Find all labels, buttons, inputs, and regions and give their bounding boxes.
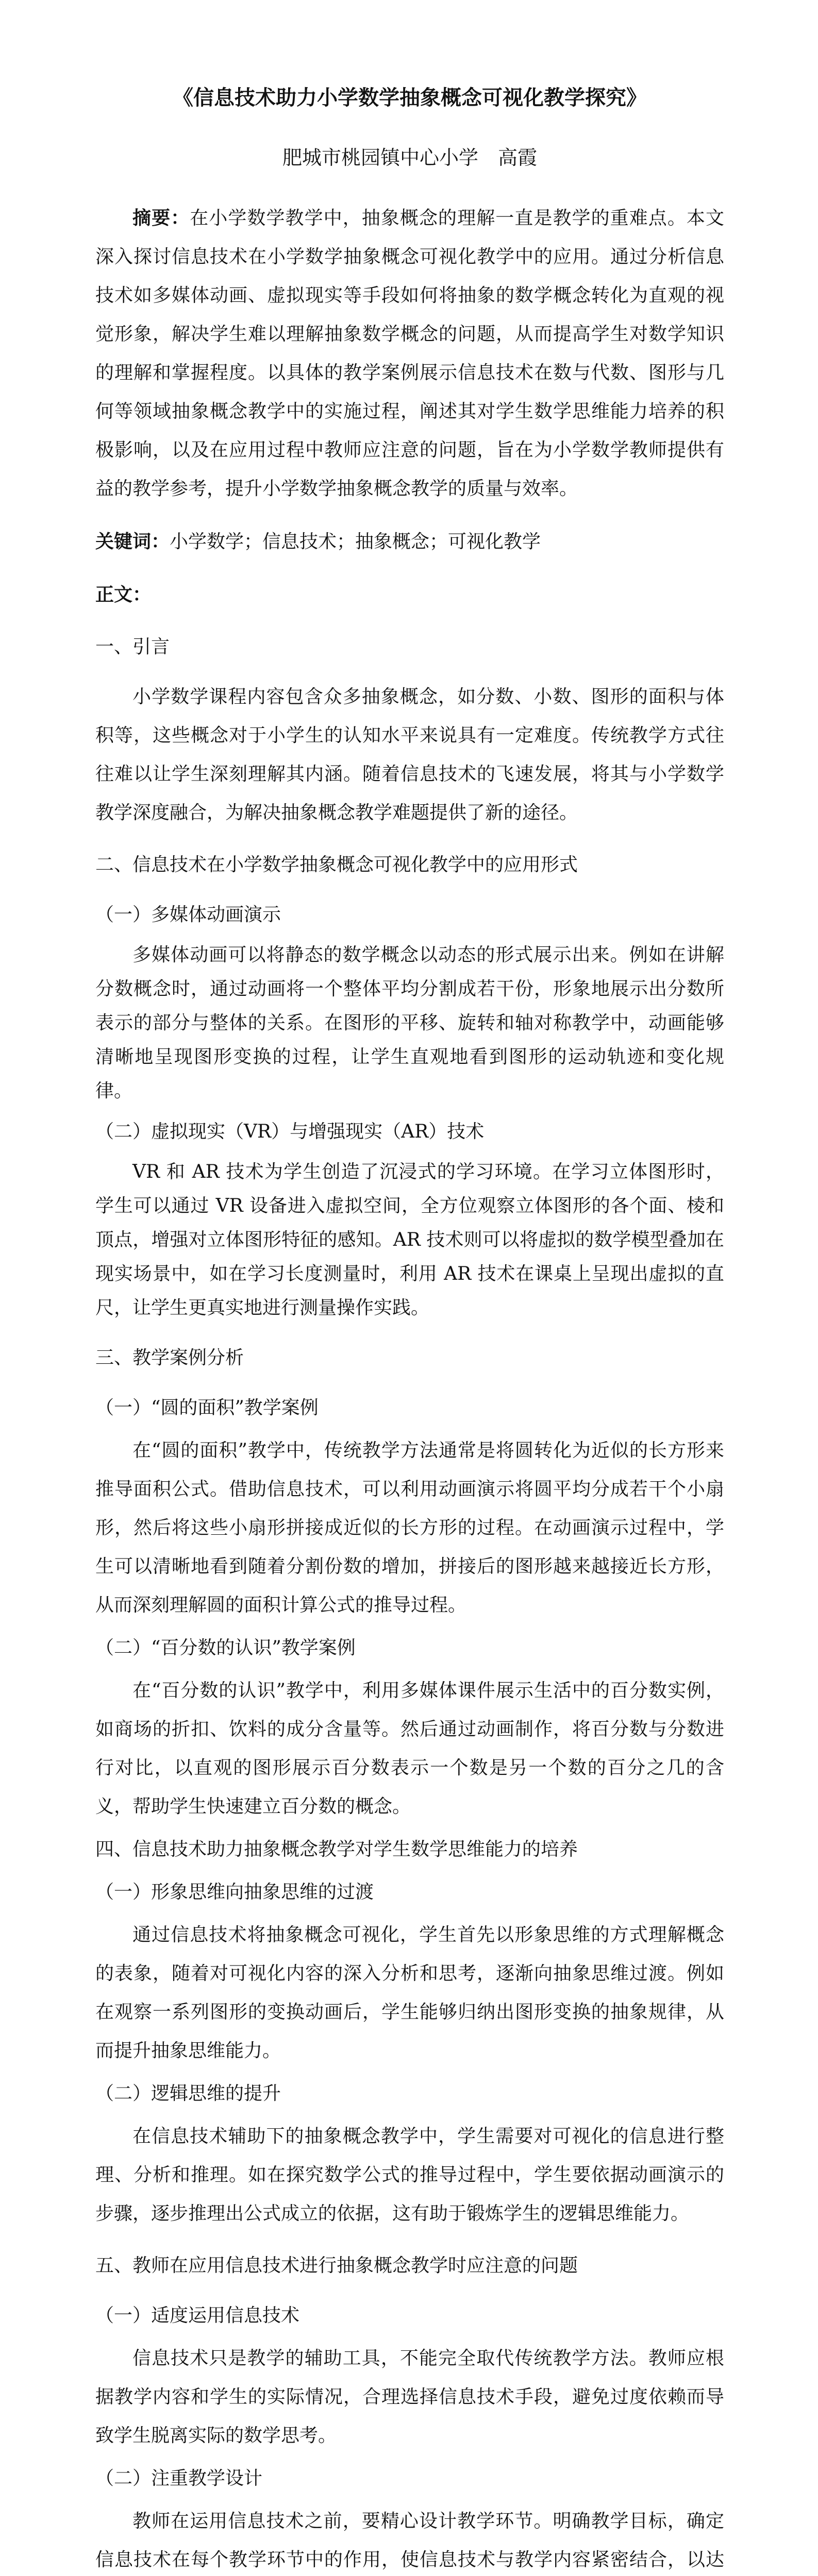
subsection-heading: （二）注重教学设计	[95, 2468, 263, 2489]
paragraph: VR 和 AR 技术为学生创造了沉浸式的学习环境。在学习立体图形时，学生可以通过 VR 设备进入虚拟空间，全方位观察立体图形的各个面、棱和顶点，增强对立体图形特征的感知。AR 技术则可以将虚拟的数学模型叠加在现实场景中，如在学习长度测量时，利用 AR 技术在课桌上呈现出虚拟的直尺，让学生更真实地进行测量操作实践。	[95, 1161, 724, 1318]
abstract	[95, 199, 724, 508]
section-heading: 一、引言	[95, 636, 170, 657]
paragraph: 在信息技术辅助下的抽象概念教学中，学生需要对可视化的信息进行整理、分析和推理。如在探究数学公式的推导过程中，学生要依据动画演示的步骤，逐步推理出公式成立的依据，这有助于锻炼学生的逻辑思维能力。	[95, 2126, 724, 2224]
subsection-heading: （一）“圆的面积”教学案例	[95, 1397, 319, 1418]
subsection-heading: （一）形象思维向抽象思维的过渡	[95, 1882, 374, 1903]
section-heading: 二、信息技术在小学数学抽象概念可视化教学中的应用形式	[95, 854, 578, 875]
paragraph: 教师在运用信息技术之前，要精心设计教学环节。明确教学目标，确定信息技术在每个教学环节中的作用，使信息技术与教学内容紧密结合，以达	[95, 2511, 724, 2570]
section-heading: 三、教学案例分析	[95, 1347, 244, 1368]
keywords	[95, 522, 724, 561]
keywords-text: 小学数学；信息技术；抽象概念；可视化教学	[170, 531, 541, 552]
subsection-heading: （二）虚拟现实（VR）与增强现实（AR）技术	[95, 1121, 485, 1142]
paragraph: 在“百分数的认识”教学中，利用多媒体课件展示生活中的百分数实例，如商场的折扣、饮料的成分含量等。然后通过动画制作，将百分数与分数进行对比，以直观的图形展示百分数表示一个数是另一个数的百分之几的含义，帮助学生快速建立百分数的概念。	[95, 1680, 724, 1817]
paragraph: 多媒体动画可以将静态的数学概念以动态的形式展示出来。例如在讲解分数概念时，通过动画将一个整体平均分割成若干份，形象地展示出分数所表示的部分与整体的关系。在图形的平移、旋转和轴对称教学中，动画能够清晰地呈现图形变换的过程，让学生直观地看到图形的运动轨迹和变化规律。	[95, 944, 724, 1101]
abstract-label: 摘要：	[132, 207, 190, 229]
paragraph: 信息技术只是教学的辅助工具，不能完全取代传统教学方法。教师应根据教学内容和学生的实际情况，合理选择信息技术手段，避免过度依赖而导致学生脱离实际的数学思考。	[95, 2348, 724, 2446]
article	[95, 77, 724, 2576]
keywords-label: 关键词：	[95, 531, 170, 552]
body-label: 正文：	[95, 584, 152, 605]
author-line: 肥城市桃园镇中心小学 高霞	[282, 146, 537, 169]
article-title: 《信息技术助力小学数学抽象概念可视化教学探究》	[173, 86, 647, 110]
paragraph: 小学数学课程内容包含众多抽象概念，如分数、小数、图形的面积与体积等，这些概念对于小学生的认知水平来说具有一定难度。传统教学方式往往难以让学生深刻理解其内涵。随着信息技术的飞速发展，将其与小学数学教学深度融合，为解决抽象概念教学难题提供了新的途径。	[95, 686, 724, 823]
subsection-heading: （二）“百分数的认识”教学案例	[95, 1637, 356, 1658]
paragraph: 通过信息技术将抽象概念可视化，学生首先以形象思维的方式理解概念的表象，随着对可视化内容的深入分析和思考，逐渐向抽象思维过渡。例如在观察一系列图形的变换动画后，学生能够归纳出图形变换的抽象规律，从而提升抽象思维能力。	[95, 1924, 724, 2061]
abstract-text: 在小学数学教学中，抽象概念的理解一直是教学的重难点。本文深入探讨信息技术在小学数学抽象概念可视化教学中的应用。通过分析信息技术如多媒体动画、虚拟现实等手段如何将抽象的数学概念转化为直观的视觉形象，解决学生难以理解抽象数学概念的问题，从而提高学生对数学知识的理解和掌握程度。以具体的教学案例展示信息技术在数与代数、图形与几何等领域抽象概念教学中的实施过程，阐述其对学生数学思维能力培养的积极影响，以及在应用过程中教师应注意的问题，旨在为小学数学教师提供有益的教学参考，提升小学数学抽象概念教学的质量与效率。	[95, 208, 724, 499]
section-heading: 五、教师在应用信息技术进行抽象概念教学时应注意的问题	[95, 2255, 578, 2276]
subsection-heading: （一）多媒体动画演示	[95, 904, 281, 925]
section-heading: 四、信息技术助力抽象概念教学对学生数学思维能力的培养	[95, 1839, 578, 1860]
paragraph: 在“圆的面积”教学中，传统教学方法通常是将圆转化为近似的长方形来推导面积公式。借助信息技术，可以利用动画演示将圆平均分成若干个小扇形，然后将这些小扇形拼接成近似的长方形的过程。在动画演示过程中，学生可以清晰地看到随着分割份数的增加，拼接后的图形越来越接近长方形，从而深刻理解圆的面积计算公式的推导过程。	[95, 1440, 724, 1616]
subsection-heading: （一）适度运用信息技术	[95, 2305, 300, 2326]
subsection-heading: （二）逻辑思维的提升	[95, 2083, 281, 2104]
